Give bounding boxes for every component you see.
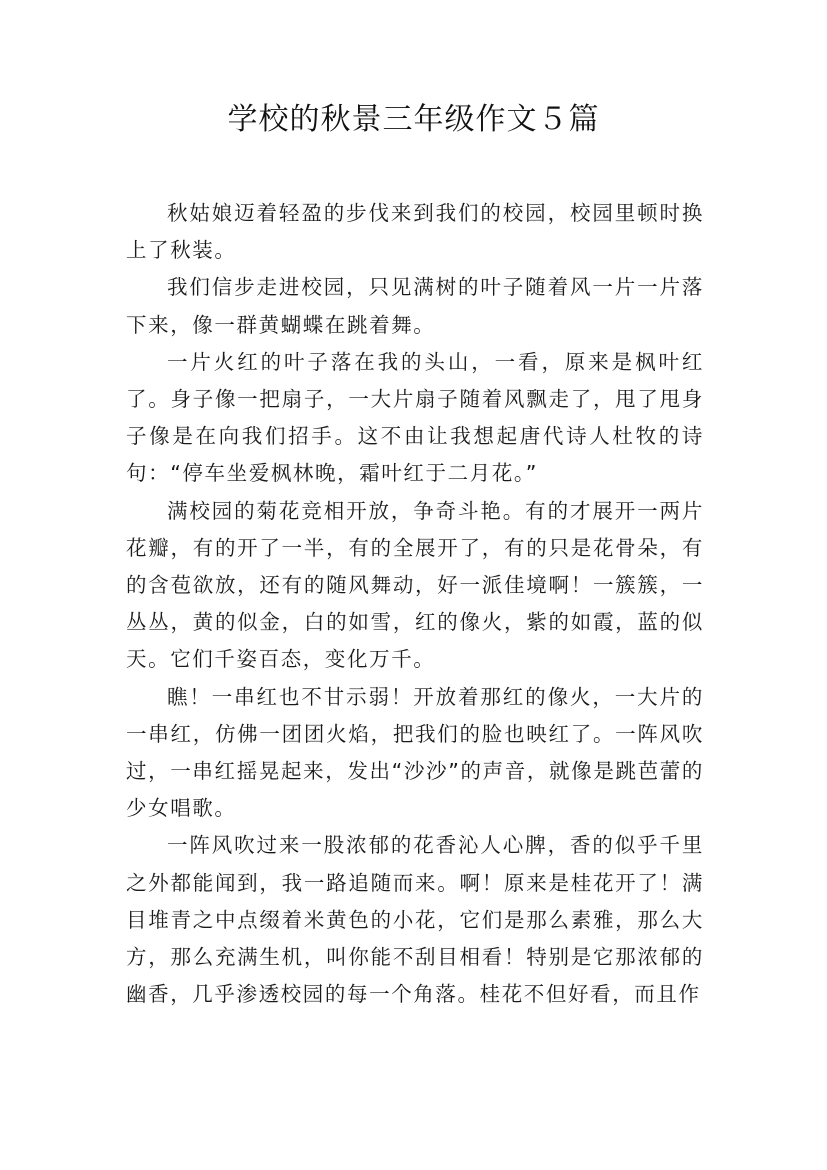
paragraph: 一阵风吹过来一股浓郁的花香沁人心脾，香的似乎千里之外都能闻到，我一路追随而来。啊！原来是桂花开了！满目堆青之中点缀着米黄色的小花，它们是那么素雅，那么大方，那么充满生机，叫你能不刮目相看！特别是它那浓郁的幽香，几乎渗透校园的每一个角落。桂花不但好看，而且作 [126, 833, 704, 1007]
paragraph: 我们信步走进校园，只见满树的叶子随着风一片一片落下来，像一群黄蝴蝶在跳着舞。 [126, 275, 704, 337]
paragraph: 瞧！一串红也不甘示弱！开放着那红的像火，一大片的一串红，仿佛一团团火焰，把我们的脸也映红了。一阵风吹过，一串红摇晃起来，发出“沙沙”的声音，就像是跳芭蕾的少女唱歌。 [126, 684, 704, 821]
document-title: 学校的秋景三年级作文５篇 [227, 102, 600, 137]
document-body [126, 195, 704, 1013]
paragraph: 一片火红的叶子落在我的头山，一看，原来是枫叶红了。身子像一把扇子，一大片扇子随着风飘走了，甩了甩身子像是在向我们招手。这不由让我想起唐代诗人杜牧的诗句：“停车坐爱枫林晚，霜叶红于二月花。” [126, 349, 704, 486]
paragraph: 满校园的菊花竞相开放，争奇斗艳。有的才展开一两片花瓣，有的开了一半，有的全展开了，有的只是花骨朵，有的含苞欲放，还有的随风舞动，好一派佳境啊！一簇簇，一丛丛，黄的似金，白的如雪，红的像火，紫的如霞，蓝的似天。它们千姿百态，变化万千。 [126, 498, 704, 672]
paragraph: 秋姑娘迈着轻盈的步伐来到我们的校园，校园里顿时换上了秋装。 [126, 201, 704, 263]
